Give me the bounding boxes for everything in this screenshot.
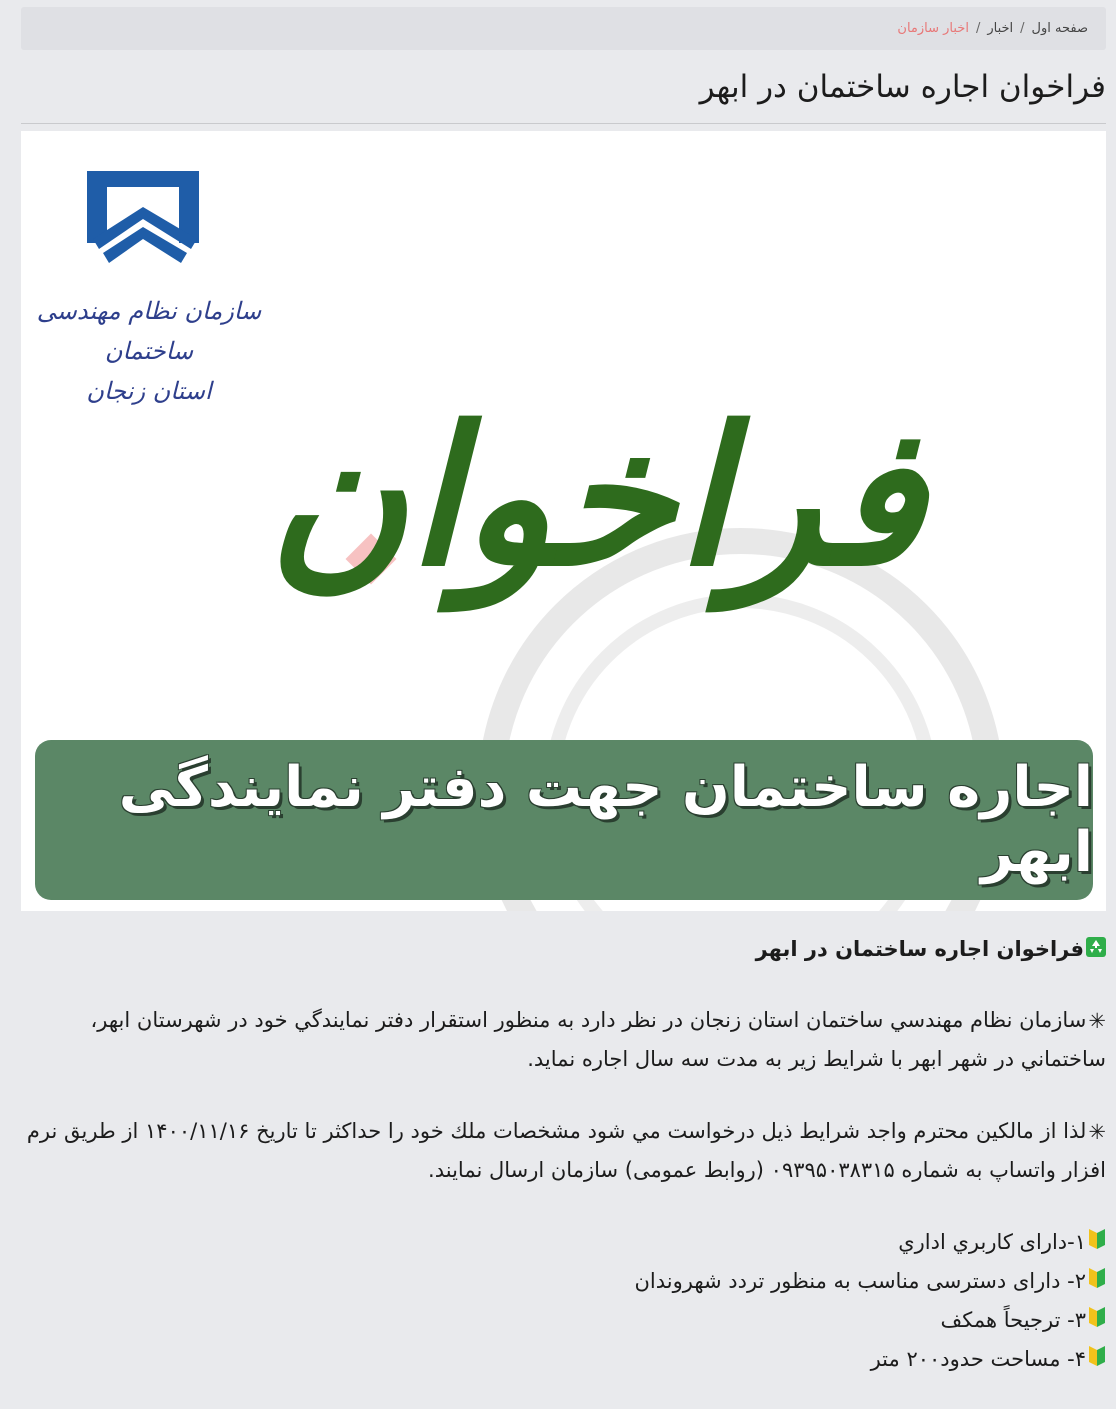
list-item <box>20 1301 1106 1340</box>
condition-text: ۳- ترجیحاً همکف <box>940 1308 1086 1332</box>
article-paragraph-1-text: سازمان نظام مهندسي ساختمان استان زنجان در نظر دارد به منظور استقرار دفتر نمايندگي خود در شهرستان ابهر، ساختماني در شهر ابهر با شرايط زير به مدت سه سال اجاره نمايد. <box>90 1008 1106 1071</box>
page-title: فراخوان اجاره ساختمان در ابهر <box>699 69 1106 105</box>
condition-text: ۴- مساحت حدود۲۰۰ متر <box>870 1347 1086 1371</box>
organization-name-line2: استان زنجان <box>86 377 212 405</box>
breadcrumb-separator: / <box>1020 21 1025 36</box>
banner-calligraphy-headline: فراخوان <box>267 384 925 608</box>
organization-name-line1: سازمان نظام مهندسی ساختمان <box>36 297 262 365</box>
beginner-mark-icon <box>1088 1263 1106 1301</box>
asterisk-icon: ✳ <box>1088 1009 1106 1033</box>
article-paragraph-2 <box>20 1112 1106 1189</box>
article-paragraph-2-text: لذا از مالكين محترم واجد شرايط ذيل درخواست مي شود مشخصات ملك خود را حداكثر تا تاريخ ۱۴۰۰/۱۱/۱۶ از طريق نرم افزار واتساپ به شماره ۰۹۳۹۵۰۳۸۳۱۵ (روابط عمومی) سازمان ارسال نمایند. <box>26 1119 1106 1182</box>
condition-text: ۱-دارای کاربري اداري <box>898 1230 1086 1254</box>
banner-caption: اجاره ساختمان جهت دفتر نمایندگی ابهر <box>35 740 1093 900</box>
beginner-mark-icon <box>1088 1302 1106 1340</box>
list-item <box>20 1223 1106 1262</box>
news-banner-image <box>21 131 1106 911</box>
breadcrumb <box>21 7 1106 50</box>
asterisk-icon: ✳ <box>1088 1120 1106 1144</box>
organization-name <box>29 291 269 411</box>
beginner-mark-icon <box>1088 1341 1106 1379</box>
breadcrumb-separator: / <box>975 21 981 36</box>
breadcrumb-home-link[interactable]: صفحه اول <box>1031 21 1088 36</box>
breadcrumb-news-link[interactable]: اخبار <box>987 21 1014 36</box>
conditions-list <box>20 1223 1106 1379</box>
breadcrumb-current-link[interactable]: اخبار سازمان <box>897 21 969 36</box>
article-lead-text: فراخوان اجاره ساختمان در ابهر <box>755 937 1084 961</box>
list-item <box>20 1262 1106 1301</box>
article-paragraph-1 <box>20 1001 1106 1078</box>
article-body <box>20 930 1106 1379</box>
recycle-icon <box>1086 931 1106 969</box>
organization-logo-icon <box>87 171 199 263</box>
list-item <box>20 1340 1106 1379</box>
title-divider <box>21 123 1106 124</box>
beginner-mark-icon <box>1088 1224 1106 1262</box>
article-lead <box>20 930 1106 969</box>
condition-text: ۲- دارای دسترسی مناسب به منظور تردد شهروندان <box>634 1269 1086 1293</box>
